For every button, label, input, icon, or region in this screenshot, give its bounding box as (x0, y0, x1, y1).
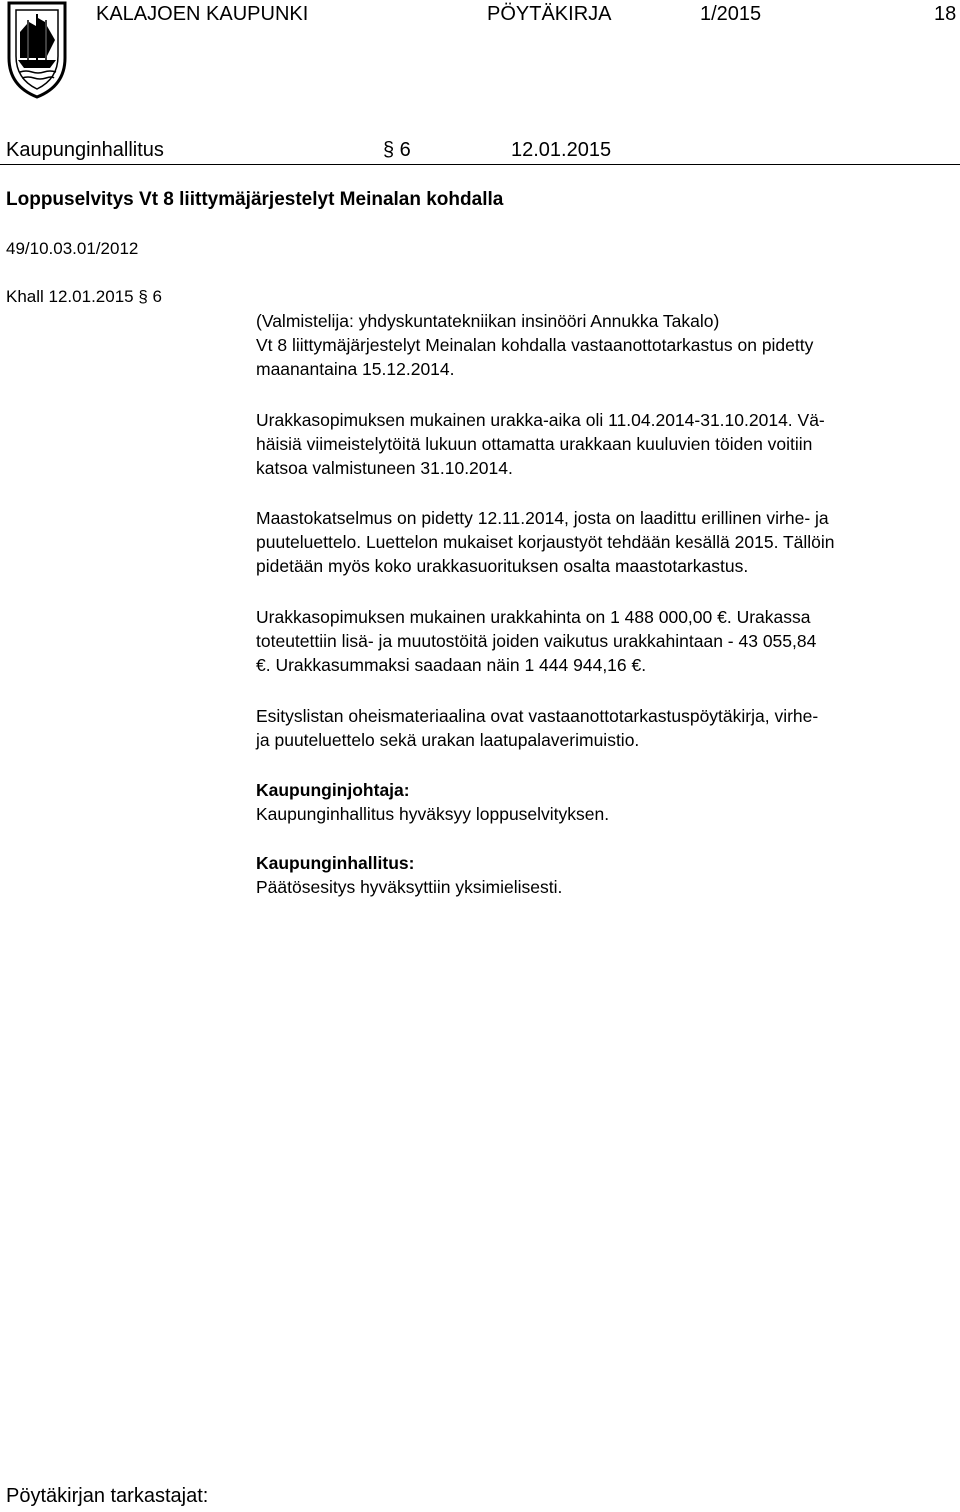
paragraph-line: €. Urakkasummaksi saadaan näin 1 444 944,16 €. (256, 655, 647, 675)
paragraph-line: katsoa valmistuneen 31.10.2014. (256, 458, 513, 478)
organization-name: KALAJOEN KAUPUNKI (96, 3, 309, 25)
paragraph-line: häisiä viimeistelytöitä lukuun ottamatta urakkaan kuuluvien töiden voitiin (256, 434, 813, 454)
paragraph-line: maanantaina 15.12.2014. (256, 359, 455, 379)
reference-number: 49/10.03.01/2012 (6, 239, 139, 258)
paragraph-line: Urakkasopimuksen mukainen urakka-aika oli 11.04.2014-31.10.2014. Vä- (256, 410, 825, 430)
paragraph-line: Esityslistan oheismateriaalina ovat vastaanottotarkastuspöytäkirja, virhe- (256, 706, 819, 726)
document-type: PÖYTÄKIRJA (487, 3, 612, 25)
document-number: 1/2015 (700, 3, 762, 25)
paragraph-line: Urakkasopimuksen mukainen urakkahinta on 1 488 000,00 €. Urakassa (256, 607, 811, 627)
ship-crest-icon (6, 0, 68, 100)
paragraph-attachments (256, 704, 956, 752)
reviewers-label: Pöytäkirjan tarkastajat: (6, 1485, 209, 1507)
paragraph-line: Vt 8 liittymäjärjestelyt Meinalan kohdalla vastaanottotarkastus on pidetty (256, 335, 814, 355)
paragraph-contract-period (256, 408, 956, 480)
paragraph-line: puuteluettelo. Luettelon mukaiset korjaustyöt tehdään kesällä 2015. Tällöin (256, 532, 835, 552)
paragraph-line: ja puuteluettelo sekä urakan laatupalaverimuistio. (256, 730, 640, 750)
board-label: Kaupunginhallitus: (256, 853, 415, 873)
section-number: § 6 (383, 139, 411, 161)
page-number: 18 (934, 3, 957, 25)
meeting-body: Kaupunginhallitus (6, 139, 164, 161)
meeting-date: 12.01.2015 (511, 139, 612, 161)
mayor-label: Kaupunginjohtaja: (256, 780, 410, 800)
paragraph-line: Maastokatselmus on pidetty 12.11.2014, josta on laadittu erillinen virhe- ja (256, 508, 829, 528)
paragraph-line: (Valmistelija: yhdyskuntatekniikan insinööri Annukka Takalo) (256, 311, 720, 331)
paragraph-line: pidetään myös koko urakkasuorituksen osalta maastotarkastus. (256, 556, 749, 576)
paragraph-contract-price (256, 605, 956, 677)
board-text: Päätösesitys hyväksyttiin yksimielisesti. (256, 877, 563, 897)
previous-handling: Khall 12.01.2015 § 6 (6, 287, 162, 306)
paragraph-preparer (256, 309, 956, 381)
meeting-row (0, 138, 960, 165)
mayor-proposal (256, 778, 956, 826)
page-title: Loppuselvitys Vt 8 liittymäjärjestelyt Meinalan kohdalla (6, 189, 504, 210)
board-decision (256, 851, 956, 899)
paragraph-inspection (256, 506, 956, 578)
paragraph-line: toteutettiin lisä- ja muutostöitä joiden vaikutus urakkahintaan - 43 055,84 (256, 631, 817, 651)
mayor-text: Kaupunginhallitus hyväksyy loppuselvityksen. (256, 804, 610, 824)
